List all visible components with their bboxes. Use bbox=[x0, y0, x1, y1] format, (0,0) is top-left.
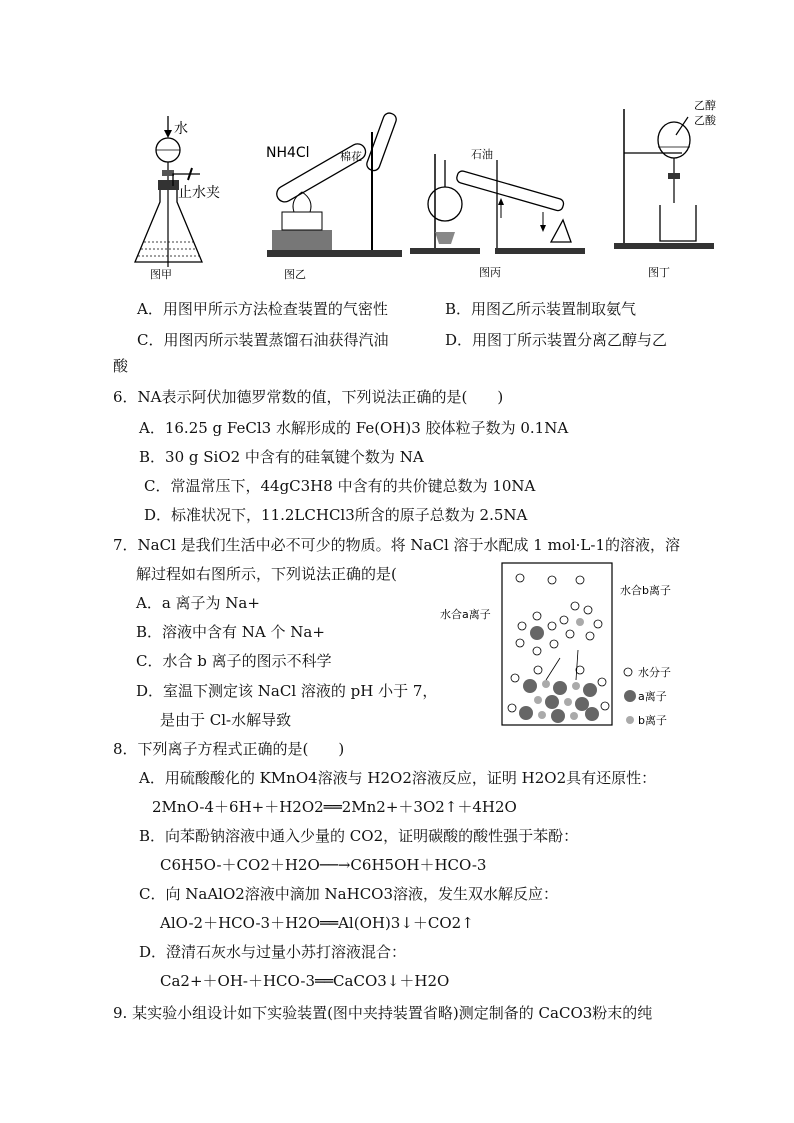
q8-option-a: A．用硫酸酸化的 KMnO4溶液与 H2O2溶液反应，证明 H2O2具有还原性： bbox=[139, 769, 657, 787]
q7-stem-line2: 解过程如右图所示，下列说法正确的是( bbox=[136, 565, 397, 583]
label-nh4cl: NH4Cl bbox=[266, 145, 310, 161]
label-water: 水 bbox=[174, 121, 188, 137]
caption-bing: 图丙 bbox=[479, 266, 501, 279]
figure-ding bbox=[612, 95, 722, 284]
legend-b-icon bbox=[626, 716, 634, 724]
q8-equation-c: AlO-2＋HCO-3＋H2O══Al(OH)3↓＋CO2↑ bbox=[160, 914, 474, 932]
q5-option-b: B．用图乙所示装置制取氨气 bbox=[445, 300, 637, 318]
legend-a-icon bbox=[624, 690, 636, 702]
q6-option-c: C．常温常压下，44gC3H8 中含有的共价键总数为 10NA bbox=[144, 477, 536, 495]
q6-stem: 6．NA表示阿伏加德罗常数的值，下列说法正确的是( ) bbox=[113, 388, 504, 406]
q8-option-b: B．向苯酚钠溶液中通入少量的 CO2，证明碳酸的酸性强于苯酚： bbox=[139, 827, 579, 845]
label-hydrated-a: 水合a离子 bbox=[440, 608, 491, 621]
caption-jia: 图甲 bbox=[150, 268, 172, 281]
q5-option-a: A．用图甲所示方法检查装置的气密性 bbox=[137, 300, 388, 318]
label-water-molecule: 水分子 bbox=[638, 666, 671, 679]
figure-nacl-dissolution bbox=[440, 558, 690, 730]
q8-equation-a: 2MnO-4＋6H+＋H2O2══2Mn2+＋3O2↑＋4H2O bbox=[152, 798, 517, 816]
q7-option-a: A．a 离子为 Na+ bbox=[136, 594, 260, 612]
nacl-crystal bbox=[519, 679, 599, 723]
label-acid: 乙酸 bbox=[694, 114, 716, 127]
label-clip: 止水夹 bbox=[178, 185, 220, 201]
q8-option-d: D．澄清石灰水与过量小苏打溶液混合： bbox=[139, 943, 407, 961]
label-ethanol: 乙醇 bbox=[694, 99, 716, 112]
label-hydrated-b: 水合b离子 bbox=[620, 584, 671, 597]
q7-stem-line1: 7．NaCl 是我们生活中必不可少的物质。将 NaCl 溶于水配成 1 mol·L-1的溶液，溶 bbox=[113, 536, 681, 554]
q7-option-b: B．溶液中含有 NA 个 Na+ bbox=[136, 623, 325, 641]
q9-stem: 9. 某实验小组设计如下实验装置(图中夹持装置省略)测定制备的 CaCO3粉末的纯 bbox=[113, 1004, 653, 1022]
label-oil: 石油 bbox=[471, 148, 493, 161]
figure-yi bbox=[262, 112, 402, 284]
legend-water-icon bbox=[624, 668, 632, 676]
figure-bing bbox=[405, 140, 595, 284]
q6-option-d: D．标准状况下，11.2LCHCl3所含的原子总数为 2.5NA bbox=[144, 506, 528, 524]
q8-equation-b: C6H5O-＋CO2＋H2O──→C6H5OH＋HCO-3 bbox=[160, 856, 487, 874]
q6-option-b: B．30 g SiO2 中含有的硅氧键个数为 NA bbox=[139, 448, 424, 466]
hydrated-a-ion bbox=[530, 626, 544, 640]
caption-ding: 图丁 bbox=[648, 266, 670, 279]
label-ion-b: b离子 bbox=[638, 714, 667, 727]
q5-option-d-cont: 酸 bbox=[113, 357, 129, 375]
q7-option-d: D．室温下测定该 NaCl 溶液的 pH 小于 7， bbox=[136, 682, 438, 700]
q5-option-c: C．用图丙所示装置蒸馏石油获得汽油 bbox=[137, 331, 389, 349]
q7-option-c: C．水合 b 离子的图示不科学 bbox=[136, 652, 332, 670]
q8-option-c: C．向 NaAlO2溶液中滴加 NaHCO3溶液，发生双水解反应： bbox=[139, 885, 559, 903]
caption-yi: 图乙 bbox=[284, 268, 306, 281]
q8-equation-d: Ca2+＋OH-＋HCO-3══CaCO3↓＋H2O bbox=[160, 972, 450, 990]
hydrated-b-ion bbox=[576, 618, 584, 626]
q6-option-a: A．16.25 g FeCl3 水解形成的 Fe(OH)3 胶体粒子数为 0.1NA bbox=[139, 419, 569, 437]
label-ion-a: a离子 bbox=[638, 690, 667, 703]
figure-jia bbox=[130, 112, 250, 284]
label-cotton: 棉花 bbox=[340, 150, 362, 163]
q5-option-d: D．用图丁所示装置分离乙醇与乙 bbox=[445, 331, 668, 349]
q8-stem: 8．下列离子方程式正确的是( ) bbox=[113, 740, 345, 758]
q7-option-d-cont: 是由于 Cl-水解导致 bbox=[160, 711, 292, 729]
